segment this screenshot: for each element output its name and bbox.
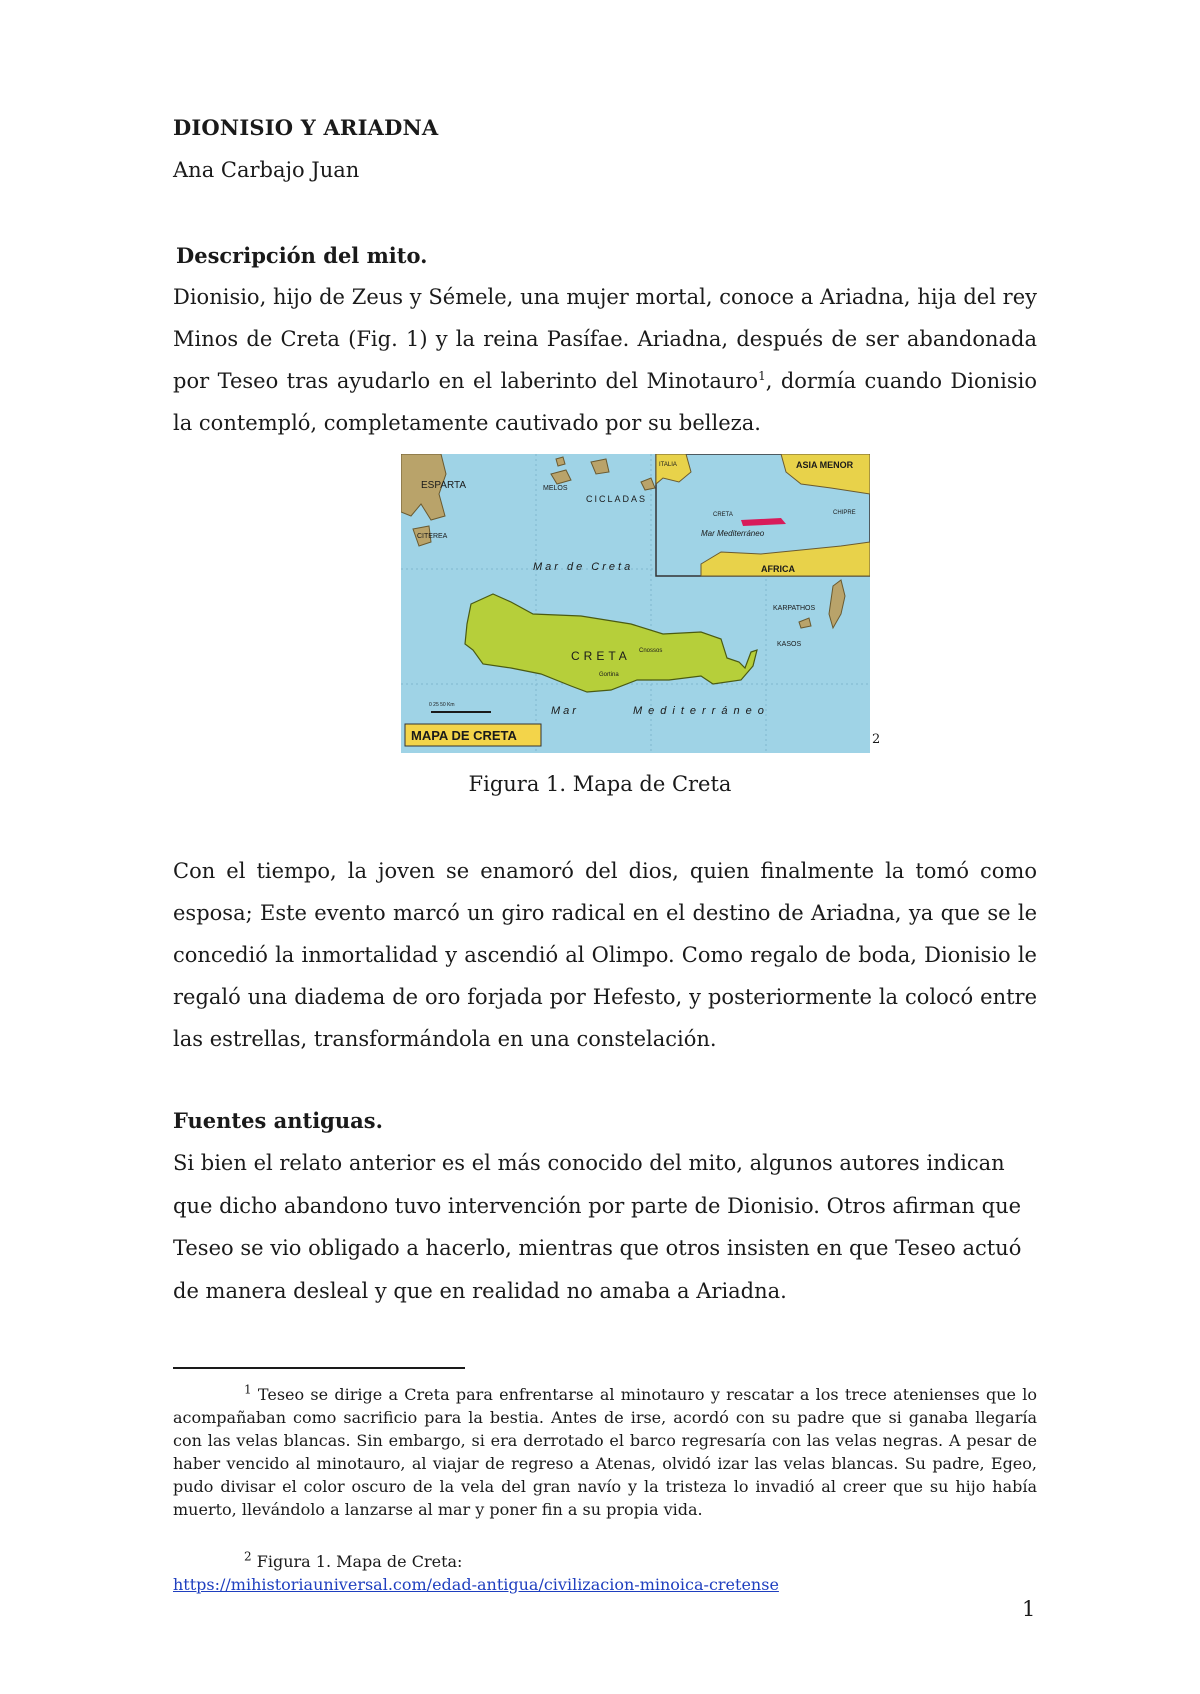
label-kasos: KASOS [777, 641, 802, 648]
section-heading-fuentes: Fuentes antiguas. [173, 1108, 383, 1133]
footnote-1-mark: 1 [244, 1382, 252, 1397]
label-gortina: Gortina [599, 672, 619, 678]
paragraph-1-text: Dionisio, hijo de Zeus y Sémele, una mujer mortal, conoce a Ariadna, hija del rey Minos de Creta (Fig. 1) y la reina Pasífae. Ariadna, después de ser abandonada por Teseo tras ayudarlo en el laberinto del Minotauro [173, 285, 1037, 393]
inset-label-creta: CRETA [713, 512, 733, 518]
inset-label-asia: ASIA MENOR [796, 460, 854, 470]
label-mediterraneo: Mediterráneo [633, 705, 770, 717]
section-heading-descripcion: Descripción del mito. [176, 243, 428, 268]
footnote-2-link[interactable]: https://mihistoriauniversal.com/edad-antigua/civilizacion-minoica-cretense [173, 1575, 779, 1594]
footnote-1-text: Teseo se dirige a Creta para enfrentarse al minotauro y rescatar a los trece atenienses que lo acompañaban como sacrificio para la bestia. Antes de irse, acordó con su padre que si ganaba llegaría con las velas blancas. Sin embargo, si era derrotado el barco regresaría con las velas negras. A pesar de haber vencido al minotauro, al viajar de regreso a Atenas, olvidó izar las velas blancas. Su padre, Egeo, pudo divisar el color oscuro de la vela del gran navío y la tristeza lo invadió al creer que su hijo había muerto, llevándolo a lanzarse al mar y poner fin a su propia vida. [173, 1385, 1037, 1519]
figure-caption: Figura 1. Mapa de Creta [468, 772, 732, 796]
inset-label-italia: ITALIA [659, 462, 677, 468]
footnote-1 [173, 1383, 1037, 1521]
map-title-label: MAPA DE CRETA [411, 728, 517, 743]
paragraph-1 [173, 276, 1037, 444]
label-creta: CRETA [571, 649, 631, 663]
page-number: 1 [1022, 1597, 1036, 1621]
footnote-2 [173, 1550, 1037, 1596]
footnote-2-mark: 2 [244, 1549, 252, 1564]
paragraph-3: Si bien el relato anterior es el más conocido del mito, algunos autores indican que dicho abandono tuvo intervención por parte de Dionisio. Otros afirman que Teseo se vio obligado a hacerlo, mientras que otros insisten en que Teseo actuó de manera desleal y que en realidad no amaba a Ariadna. [173, 1151, 1022, 1303]
label-mar-de-creta: Mar de Creta [533, 561, 634, 573]
document-title: DIONISIO Y ARIADNA [173, 115, 439, 140]
document-author: Ana Carbajo Juan [173, 158, 360, 182]
map-of-crete-figure [401, 454, 870, 753]
footnote-separator [173, 1367, 465, 1369]
label-cnosos: Cnossos [639, 648, 663, 654]
footnote-2-text: Figura 1. Mapa de Creta: [256, 1552, 463, 1571]
paragraph-1-text-end: , dormía cuando Dionisio la contempló, completamente cautivado por su belleza. [173, 369, 1037, 435]
label-esparta: ESPARTA [421, 480, 467, 491]
map-scale: 0 25 50 Km [429, 702, 455, 708]
inset-label-sea: Mar Mediterráneo [701, 529, 765, 538]
label-melos: MELOS [543, 485, 568, 492]
label-citerea: CITEREA [417, 533, 448, 540]
inset-label-chipre: CHIPRE [833, 510, 856, 516]
label-mar: Mar [551, 705, 579, 717]
figure-ref-mark: 2 [872, 732, 881, 747]
map-of-crete-image [401, 454, 870, 753]
paragraph-2: Con el tiempo, la joven se enamoró del dios, quien finalmente la tomó como esposa; Este evento marcó un giro radical en el destino de Ariadna, ya que se le concedió la inmortalidad y ascendió al Olimpo. Como regalo de boda, Dionisio le regaló una diadema de oro forjada por Hefesto, y posteriormente la colocó entre las estrellas, transformándola en una constelación. [173, 859, 1037, 1051]
label-cicladas: CICLADAS [586, 494, 648, 504]
inset-label-africa: AFRICA [761, 564, 795, 574]
label-karpathos: KARPATHOS [773, 605, 816, 612]
footnote-ref-1[interactable]: 1 [758, 369, 766, 383]
